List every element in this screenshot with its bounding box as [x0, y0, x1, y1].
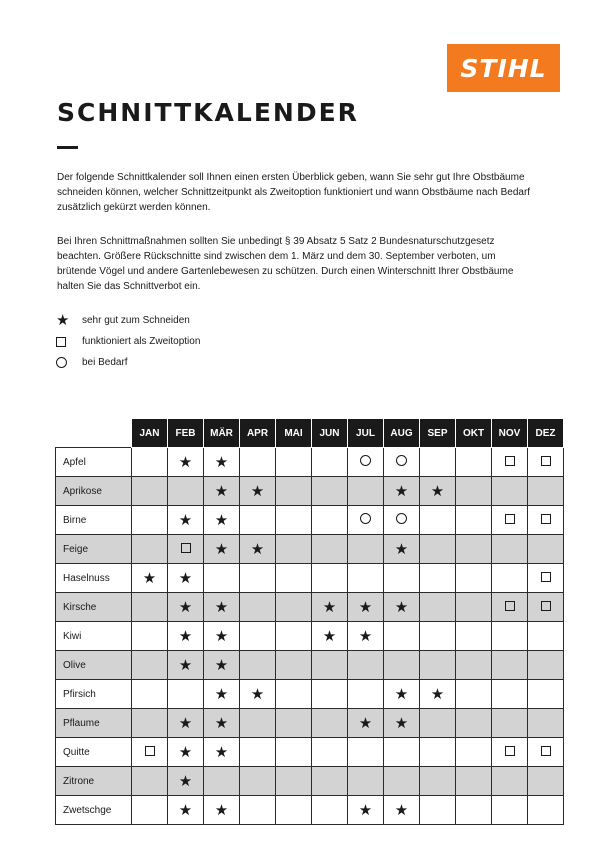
- table-row: [56, 738, 564, 767]
- star-icon: ★: [214, 511, 229, 529]
- month-cell: [204, 448, 240, 477]
- month-cell: [276, 448, 312, 477]
- star-icon: ★: [178, 772, 193, 790]
- month-header: MÄR: [204, 419, 240, 448]
- month-cell: [528, 796, 564, 825]
- stihl-logo: [447, 44, 560, 92]
- month-header: APR: [240, 419, 276, 448]
- month-cell: [492, 767, 528, 796]
- star-icon: ★: [214, 482, 229, 500]
- month-header-row: [56, 419, 564, 448]
- star-icon: ★: [214, 540, 229, 558]
- intro-paragraph-1: Der folgende Schnittkalender soll Ihnen einen ersten Überblick geben, wann Sie sehr gut Ihre Obstbäume schneiden können, welcher Schnittzeitpunkt als Zweitoption funktioniert und wann Obstbäume nach Bedarf zusätzlich gekürzt werden können.: [57, 172, 531, 213]
- month-cell: [240, 709, 276, 738]
- month-cell: [240, 448, 276, 477]
- calendar-body: [56, 448, 564, 825]
- star-icon: ★: [358, 627, 373, 645]
- table-row: [56, 564, 564, 593]
- month-cell: [204, 535, 240, 564]
- star-icon: ★: [322, 598, 337, 616]
- star-icon: ★: [178, 656, 193, 674]
- month-cell: [384, 767, 420, 796]
- star-icon: ★: [394, 801, 409, 819]
- month-cell: [456, 564, 492, 593]
- square-icon: [541, 514, 551, 524]
- star-icon: ★: [178, 598, 193, 616]
- star-icon: ★: [214, 743, 229, 761]
- table-row: [56, 593, 564, 622]
- star-icon: ★: [394, 714, 409, 732]
- month-header: OKT: [456, 419, 492, 448]
- month-header: AUG: [384, 419, 420, 448]
- month-cell: [204, 622, 240, 651]
- star-icon: ★: [178, 453, 193, 471]
- circle-icon: [360, 513, 371, 524]
- month-cell: [492, 535, 528, 564]
- month-cell: [132, 680, 168, 709]
- month-cell: [312, 680, 348, 709]
- month-cell: [492, 622, 528, 651]
- month-cell: [240, 651, 276, 680]
- star-icon: ★: [394, 685, 409, 703]
- month-cell: [312, 796, 348, 825]
- table-row: [56, 767, 564, 796]
- month-cell: [168, 622, 204, 651]
- month-cell: [168, 593, 204, 622]
- month-cell: [132, 506, 168, 535]
- month-cell: [384, 622, 420, 651]
- month-cell: [204, 709, 240, 738]
- month-cell: [348, 622, 384, 651]
- month-cell: [420, 738, 456, 767]
- month-cell: [492, 709, 528, 738]
- month-cell: [384, 651, 420, 680]
- month-cell: [168, 767, 204, 796]
- square-icon: [181, 543, 191, 553]
- circle-icon: [360, 455, 371, 466]
- month-cell: [348, 593, 384, 622]
- legend-item-star: [56, 310, 200, 331]
- month-cell: [312, 448, 348, 477]
- month-cell: [528, 448, 564, 477]
- month-cell: [384, 680, 420, 709]
- month-cell: [168, 709, 204, 738]
- month-cell: [528, 535, 564, 564]
- month-header: JUL: [348, 419, 384, 448]
- star-icon: ★: [394, 482, 409, 500]
- month-cell: [276, 738, 312, 767]
- month-cell: [240, 622, 276, 651]
- month-header: FEB: [168, 419, 204, 448]
- star-icon: ★: [142, 569, 157, 587]
- square-icon: [145, 746, 155, 756]
- month-cell: [528, 680, 564, 709]
- month-cell: [492, 448, 528, 477]
- month-header: DEZ: [528, 419, 564, 448]
- month-cell: [132, 767, 168, 796]
- star-icon: ★: [178, 743, 193, 761]
- month-cell: [276, 564, 312, 593]
- star-icon: ★: [250, 482, 265, 500]
- month-cell: [420, 535, 456, 564]
- month-cell: [528, 506, 564, 535]
- circle-icon: [56, 357, 67, 368]
- month-cell: [168, 738, 204, 767]
- month-cell: [240, 477, 276, 506]
- month-cell: [420, 564, 456, 593]
- month-cell: [240, 535, 276, 564]
- month-cell: [528, 709, 564, 738]
- month-cell: [420, 477, 456, 506]
- legend-item-square: [56, 331, 200, 352]
- month-cell: [420, 709, 456, 738]
- month-cell: [240, 738, 276, 767]
- square-icon: [541, 746, 551, 756]
- fruit-name: Zitrone: [56, 767, 132, 796]
- star-icon: ★: [250, 540, 265, 558]
- month-cell: [276, 506, 312, 535]
- legend: [56, 310, 200, 373]
- month-cell: [348, 651, 384, 680]
- star-icon: ★: [214, 656, 229, 674]
- month-cell: [528, 593, 564, 622]
- month-cell: [528, 651, 564, 680]
- month-cell: [132, 738, 168, 767]
- square-icon: [505, 601, 515, 611]
- month-cell: [240, 767, 276, 796]
- fruit-name: Aprikose: [56, 477, 132, 506]
- month-cell: [204, 593, 240, 622]
- fruit-name: Feige: [56, 535, 132, 564]
- fruit-name: Zwetschge: [56, 796, 132, 825]
- fruit-name: Apfel: [56, 448, 132, 477]
- month-cell: [492, 738, 528, 767]
- star-icon: ★: [214, 801, 229, 819]
- month-cell: [240, 593, 276, 622]
- month-cell: [168, 796, 204, 825]
- month-cell: [456, 767, 492, 796]
- month-cell: [384, 593, 420, 622]
- star-icon: ★: [178, 627, 193, 645]
- month-header: MAI: [276, 419, 312, 448]
- month-cell: [492, 651, 528, 680]
- month-cell: [132, 477, 168, 506]
- star-icon: ★: [358, 598, 373, 616]
- month-cell: [492, 564, 528, 593]
- month-cell: [384, 564, 420, 593]
- star-icon: ★: [214, 627, 229, 645]
- month-cell: [420, 680, 456, 709]
- month-cell: [168, 477, 204, 506]
- month-cell: [528, 738, 564, 767]
- month-cell: [204, 506, 240, 535]
- intro-paragraph-2: Bei Ihren Schnittmaßnahmen sollten Sie unbedingt § 39 Absatz 5 Satz 2 Bundesnaturschutzgesetz beachten. Größere Rückschnitte sind zwischen dem 1. März und dem 30. September verboten, um brütende Vögel und andere Gartenlebewesen zu schützen. Durch einen Winterschnitt Ihrer Obstbäume halten Sie das Schnittverbot ein.: [57, 236, 514, 292]
- month-cell: [456, 593, 492, 622]
- table-row: [56, 796, 564, 825]
- month-cell: [204, 651, 240, 680]
- month-cell: [420, 448, 456, 477]
- month-header: JAN: [132, 419, 168, 448]
- star-icon: ★: [322, 627, 337, 645]
- star-icon: ★: [430, 685, 445, 703]
- month-cell: [456, 709, 492, 738]
- month-cell: [348, 796, 384, 825]
- star-icon: ★: [394, 540, 409, 558]
- month-cell: [456, 680, 492, 709]
- month-cell: [132, 564, 168, 593]
- month-cell: [312, 651, 348, 680]
- month-cell: [312, 564, 348, 593]
- month-cell: [312, 767, 348, 796]
- table-corner: [56, 419, 132, 448]
- month-cell: [132, 796, 168, 825]
- month-cell: [168, 535, 204, 564]
- star-icon: ★: [430, 482, 445, 500]
- title-underline: [57, 146, 78, 149]
- table-row: [56, 622, 564, 651]
- month-cell: [204, 767, 240, 796]
- month-cell: [348, 448, 384, 477]
- month-cell: [132, 593, 168, 622]
- month-cell: [492, 593, 528, 622]
- star-icon: ★: [178, 511, 193, 529]
- month-cell: [348, 564, 384, 593]
- month-cell: [240, 796, 276, 825]
- circle-icon: [396, 513, 407, 524]
- page-title: SCHNITTKALENDER: [57, 98, 359, 127]
- month-cell: [384, 535, 420, 564]
- fruit-name: Kiwi: [56, 622, 132, 651]
- month-cell: [384, 796, 420, 825]
- square-icon: [56, 337, 66, 347]
- month-cell: [456, 506, 492, 535]
- month-cell: [384, 738, 420, 767]
- month-cell: [420, 796, 456, 825]
- legend-label: sehr gut zum Schneiden: [82, 315, 190, 326]
- month-cell: [276, 651, 312, 680]
- square-icon: [541, 456, 551, 466]
- month-cell: [312, 709, 348, 738]
- fruit-name: Birne: [56, 506, 132, 535]
- star-icon: ★: [394, 598, 409, 616]
- month-cell: [240, 680, 276, 709]
- square-icon: [505, 456, 515, 466]
- month-cell: [276, 477, 312, 506]
- square-icon: [541, 601, 551, 611]
- month-cell: [384, 477, 420, 506]
- month-cell: [348, 738, 384, 767]
- fruit-name: Quitte: [56, 738, 132, 767]
- fruit-name: Haselnuss: [56, 564, 132, 593]
- month-cell: [312, 738, 348, 767]
- month-cell: [492, 796, 528, 825]
- month-cell: [348, 477, 384, 506]
- month-cell: [312, 622, 348, 651]
- table-row: [56, 535, 564, 564]
- month-cell: [456, 448, 492, 477]
- square-icon: [505, 746, 515, 756]
- star-icon: ★: [214, 598, 229, 616]
- month-cell: [132, 448, 168, 477]
- month-cell: [420, 593, 456, 622]
- month-cell: [276, 535, 312, 564]
- month-cell: [168, 651, 204, 680]
- month-cell: [204, 796, 240, 825]
- month-cell: [384, 506, 420, 535]
- month-cell: [168, 680, 204, 709]
- star-icon: ★: [214, 685, 229, 703]
- month-cell: [312, 535, 348, 564]
- month-cell: [204, 738, 240, 767]
- month-cell: [528, 564, 564, 593]
- table-row: [56, 709, 564, 738]
- square-icon: [541, 572, 551, 582]
- month-cell: [204, 477, 240, 506]
- month-cell: [312, 506, 348, 535]
- month-cell: [204, 564, 240, 593]
- logo-text: STIHL: [460, 53, 547, 83]
- month-cell: [492, 680, 528, 709]
- month-cell: [240, 564, 276, 593]
- month-cell: [276, 593, 312, 622]
- month-header: JUN: [312, 419, 348, 448]
- month-cell: [132, 622, 168, 651]
- month-cell: [420, 622, 456, 651]
- month-cell: [168, 564, 204, 593]
- square-icon: [505, 514, 515, 524]
- month-cell: [168, 448, 204, 477]
- month-cell: [456, 651, 492, 680]
- fruit-name: Olive: [56, 651, 132, 680]
- month-cell: [240, 506, 276, 535]
- table-row: [56, 506, 564, 535]
- star-icon: ★: [178, 801, 193, 819]
- legend-item-circle: [56, 352, 200, 373]
- fruit-name: Kirsche: [56, 593, 132, 622]
- month-cell: [348, 506, 384, 535]
- month-cell: [456, 738, 492, 767]
- circle-icon: [396, 455, 407, 466]
- month-cell: [348, 535, 384, 564]
- month-cell: [456, 477, 492, 506]
- star-icon: ★: [178, 569, 193, 587]
- table-row: [56, 477, 564, 506]
- star-icon: ★: [178, 714, 193, 732]
- table-row: [56, 448, 564, 477]
- star-icon: ★: [56, 312, 70, 329]
- month-header: NOV: [492, 419, 528, 448]
- month-cell: [276, 796, 312, 825]
- month-cell: [384, 709, 420, 738]
- month-cell: [384, 448, 420, 477]
- month-cell: [456, 796, 492, 825]
- month-cell: [276, 680, 312, 709]
- month-cell: [348, 709, 384, 738]
- month-cell: [132, 535, 168, 564]
- month-cell: [312, 477, 348, 506]
- month-cell: [492, 477, 528, 506]
- month-cell: [276, 622, 312, 651]
- pruning-calendar-table: [55, 418, 564, 825]
- month-header: SEP: [420, 419, 456, 448]
- month-cell: [456, 622, 492, 651]
- month-cell: [276, 709, 312, 738]
- month-cell: [132, 709, 168, 738]
- month-cell: [420, 651, 456, 680]
- legend-label: funktioniert als Zweitoption: [82, 336, 201, 347]
- legend-label: bei Bedarf: [82, 357, 128, 368]
- fruit-name: Pflaume: [56, 709, 132, 738]
- month-cell: [348, 680, 384, 709]
- table-row: [56, 680, 564, 709]
- month-cell: [456, 535, 492, 564]
- star-icon: ★: [214, 453, 229, 471]
- month-cell: [420, 767, 456, 796]
- month-cell: [420, 506, 456, 535]
- month-cell: [528, 767, 564, 796]
- star-icon: ★: [358, 801, 373, 819]
- month-cell: [348, 767, 384, 796]
- month-cell: [528, 622, 564, 651]
- month-cell: [132, 651, 168, 680]
- table-row: [56, 651, 564, 680]
- month-cell: [276, 767, 312, 796]
- star-icon: ★: [214, 714, 229, 732]
- star-icon: ★: [250, 685, 265, 703]
- month-cell: [204, 680, 240, 709]
- month-cell: [528, 477, 564, 506]
- fruit-name: Pfirsich: [56, 680, 132, 709]
- month-cell: [312, 593, 348, 622]
- star-icon: ★: [358, 714, 373, 732]
- month-cell: [168, 506, 204, 535]
- month-cell: [492, 506, 528, 535]
